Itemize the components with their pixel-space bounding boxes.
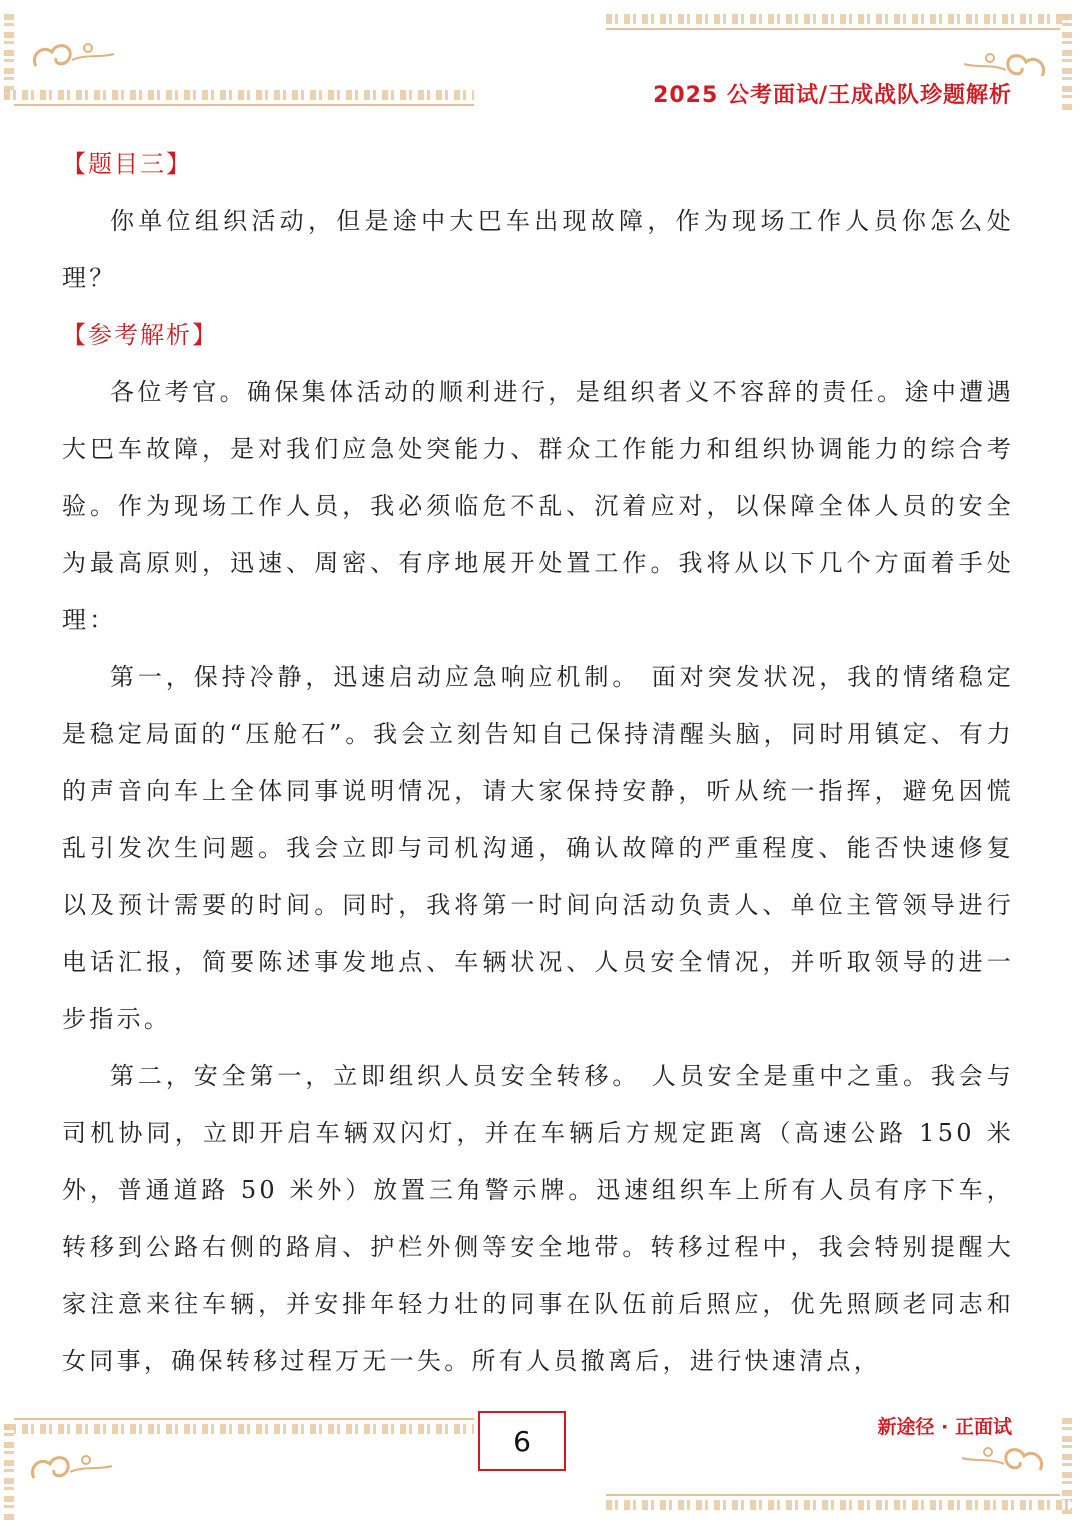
border-top-right-line bbox=[606, 28, 1060, 30]
footer-slogan: 新途径 · 正面试 bbox=[877, 1416, 1012, 1438]
border-bottom-left bbox=[4, 1424, 474, 1434]
question-text: 你单位组织活动，但是途中大巴车出现故障，作为现场工作人员你怎么处理？ bbox=[62, 207, 1014, 292]
document-body bbox=[62, 136, 1014, 1390]
header-title: 2025 公考面试/王成战队珍题解析 bbox=[653, 83, 1012, 108]
cloud-ornament-icon bbox=[26, 1448, 116, 1492]
border-top-right bbox=[606, 14, 1070, 24]
analysis-paragraph-first: 第一，保持冷静，迅速启动应急响应机制。 面对突发状况，我的情绪稳定是稳定局面的“压舱石”。我会立刻告知自己保持清醒头脑，同时用镇定、有力的声音向车上全体同事说明情况，请大家保持安静，听从统一指挥，避免因慌乱引发次生问题。我会立即与司机沟通，确认故障的严重程度、能否快速修复以及预计需要的时间。同时，我将第一时间向活动负责人、单位主管领导进行电话汇报，简要陈述事发地点、车辆状况、人员安全情况，并听取领导的进一步指示。 bbox=[62, 663, 1014, 1033]
analysis-label: 【参考解析】 bbox=[62, 321, 218, 349]
border-left-bottom bbox=[4, 1424, 14, 1520]
question-label: 【题目三】 bbox=[62, 150, 192, 178]
border-bottom-left-line bbox=[14, 1418, 474, 1420]
border-left-top bbox=[4, 14, 14, 100]
border-top-left bbox=[4, 90, 474, 100]
cloud-ornament-icon bbox=[28, 36, 118, 80]
border-top-left-line bbox=[14, 104, 474, 106]
border-bottom-right-line bbox=[606, 1494, 1060, 1496]
page-number: 6 bbox=[478, 1411, 566, 1471]
analysis-paragraph-second: 第二，安全第一，立即组织人员安全转移。 人员安全是重中之重。我会与司机协同，立即开启车辆双闪灯，并在车辆后方规定距离（高速公路 150 米外，普通道路 50 米外）放置三角警示牌。迅速组织车上所有人员有序下车，转移到公路右侧的路肩、护栏外侧等安全地带。转移过程中，我会特别提醒大家注意来往车辆，并安排年轻力壮的同事在队伍前后照应，优先照顾老同志和女同事，确保转移过程万无一失。所有人员撤离后，进行快速清点， bbox=[62, 1062, 1014, 1375]
analysis-paragraph-intro: 各位考官。确保集体活动的顺利进行，是组织者义不容辞的责任。途中遭遇大巴车故障，是对我们应急处突能力、群众工作能力和组织协调能力的综合考验。作为现场工作人员，我必须临危不乱、沉着应对，以保障全体人员的安全为最高原则，迅速、周密、有序地展开处置工作。我将从以下几个方面着手处理： bbox=[62, 378, 1014, 634]
cloud-ornament-icon bbox=[958, 1440, 1048, 1484]
border-right-top bbox=[1062, 14, 1072, 110]
border-bottom-right bbox=[606, 1500, 1070, 1510]
